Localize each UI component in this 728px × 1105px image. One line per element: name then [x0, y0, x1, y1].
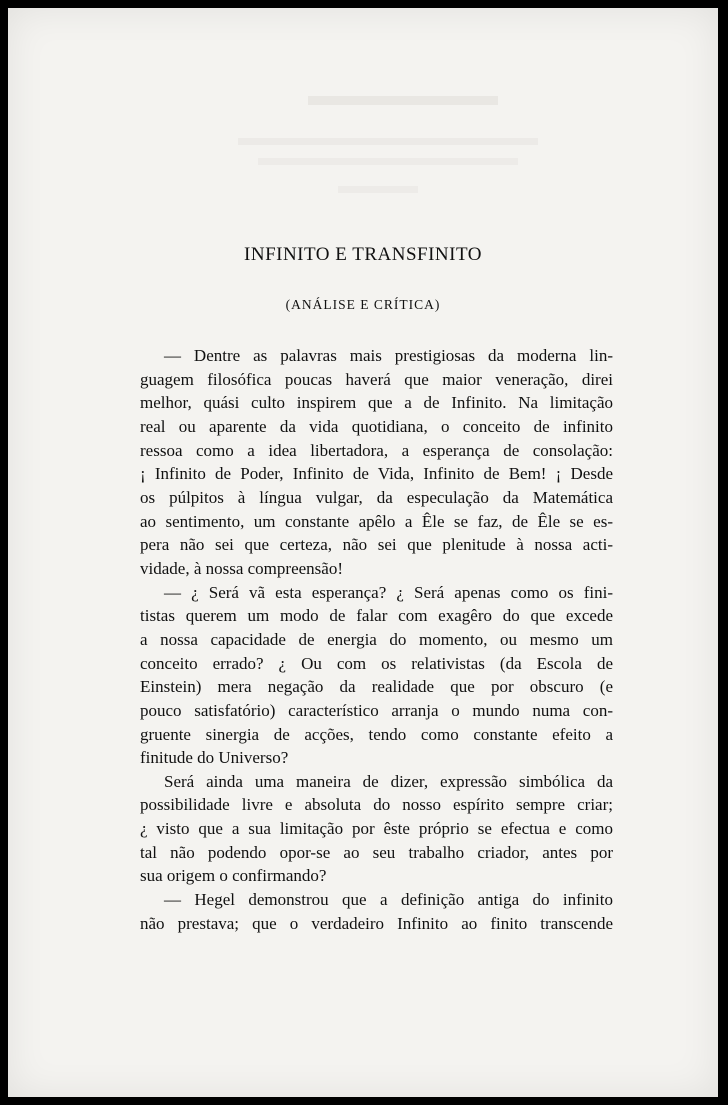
paragraph [140, 344, 613, 581]
text-line: vidade, à nossa compreensão! [140, 558, 343, 578]
text-line: tistas querem um modo de falar com exagêro do que excede [140, 606, 613, 626]
text-line: ressoa como a idea libertadora, a esperança de consolação: [140, 440, 613, 460]
paragraph [140, 888, 613, 935]
text-line: melhor, quási culto inspirem que a de Infinito. Na limitação [140, 393, 613, 413]
text-line: — ¿ Será vã esta esperança? ¿ Será apenas como os fini- [164, 582, 613, 602]
text-line: guagem filosófica poucas haverá que maior veneração, direi [140, 369, 613, 389]
text-line: real ou aparente da vida quotidiana, o conceito de infinito [140, 416, 613, 436]
text-line: não prestava; que o verdadeiro Infinito ao finito transcende [140, 913, 613, 933]
page-title: INFINITO E TRANSFINITO [244, 244, 482, 265]
text-line: a nossa capacidade de energia do momento, ou mesmo um [140, 629, 613, 649]
text-line: gruente sinergia de acções, tendo como constante efeito a [140, 724, 613, 744]
text-line: sua origem o confirmando? [140, 866, 327, 886]
document-page [8, 8, 718, 1097]
text-line: pouco satisfatório) característico arranja o mundo numa con- [140, 700, 613, 720]
text-line: ao sentimento, um constante apêlo a Êle se faz, de Êle se es- [140, 511, 613, 531]
text-line: — Hegel demonstrou que a definição antiga do infinito [164, 890, 613, 910]
text-line: tal não podendo opor-se ao seu trabalho criador, antes por [140, 842, 613, 862]
text-line: — Dentre as palavras mais prestigiosas da moderna lin- [164, 346, 613, 365]
page-subtitle: (ANÁLISE E CRÍTICA) [285, 297, 441, 312]
paragraph [140, 581, 613, 770]
text-line: Einstein) mera negação da realidade que por obscuro (e [140, 677, 613, 697]
text-line: finitude do Universo? [140, 748, 289, 768]
text-line: Será ainda uma maneira de dizer, expressão simbólica da [164, 771, 613, 791]
text-line: os púlpitos à língua vulgar, da especulação da Matemática [140, 487, 613, 507]
show-through-mark [258, 158, 518, 165]
show-through-mark [338, 186, 418, 193]
body-text [140, 344, 613, 935]
text-line: possibilidade livre e absoluta do nosso espírito sempre criar; [140, 795, 613, 815]
show-through-mark [308, 96, 498, 105]
show-through-mark [238, 138, 538, 145]
text-line: conceito errado? ¿ Ou com os relativistas (da Escola de [140, 653, 613, 673]
paragraph [140, 770, 613, 888]
text-line: ¿ visto que a sua limitação por êste próprio se efectua e como [140, 819, 613, 839]
text-line: pera não sei que certeza, não sei que plenitude à nossa acti- [140, 535, 613, 555]
text-line: ¡ Infinito de Poder, Infinito de Vida, Infinito de Bem! ¡ Desde [140, 464, 613, 484]
